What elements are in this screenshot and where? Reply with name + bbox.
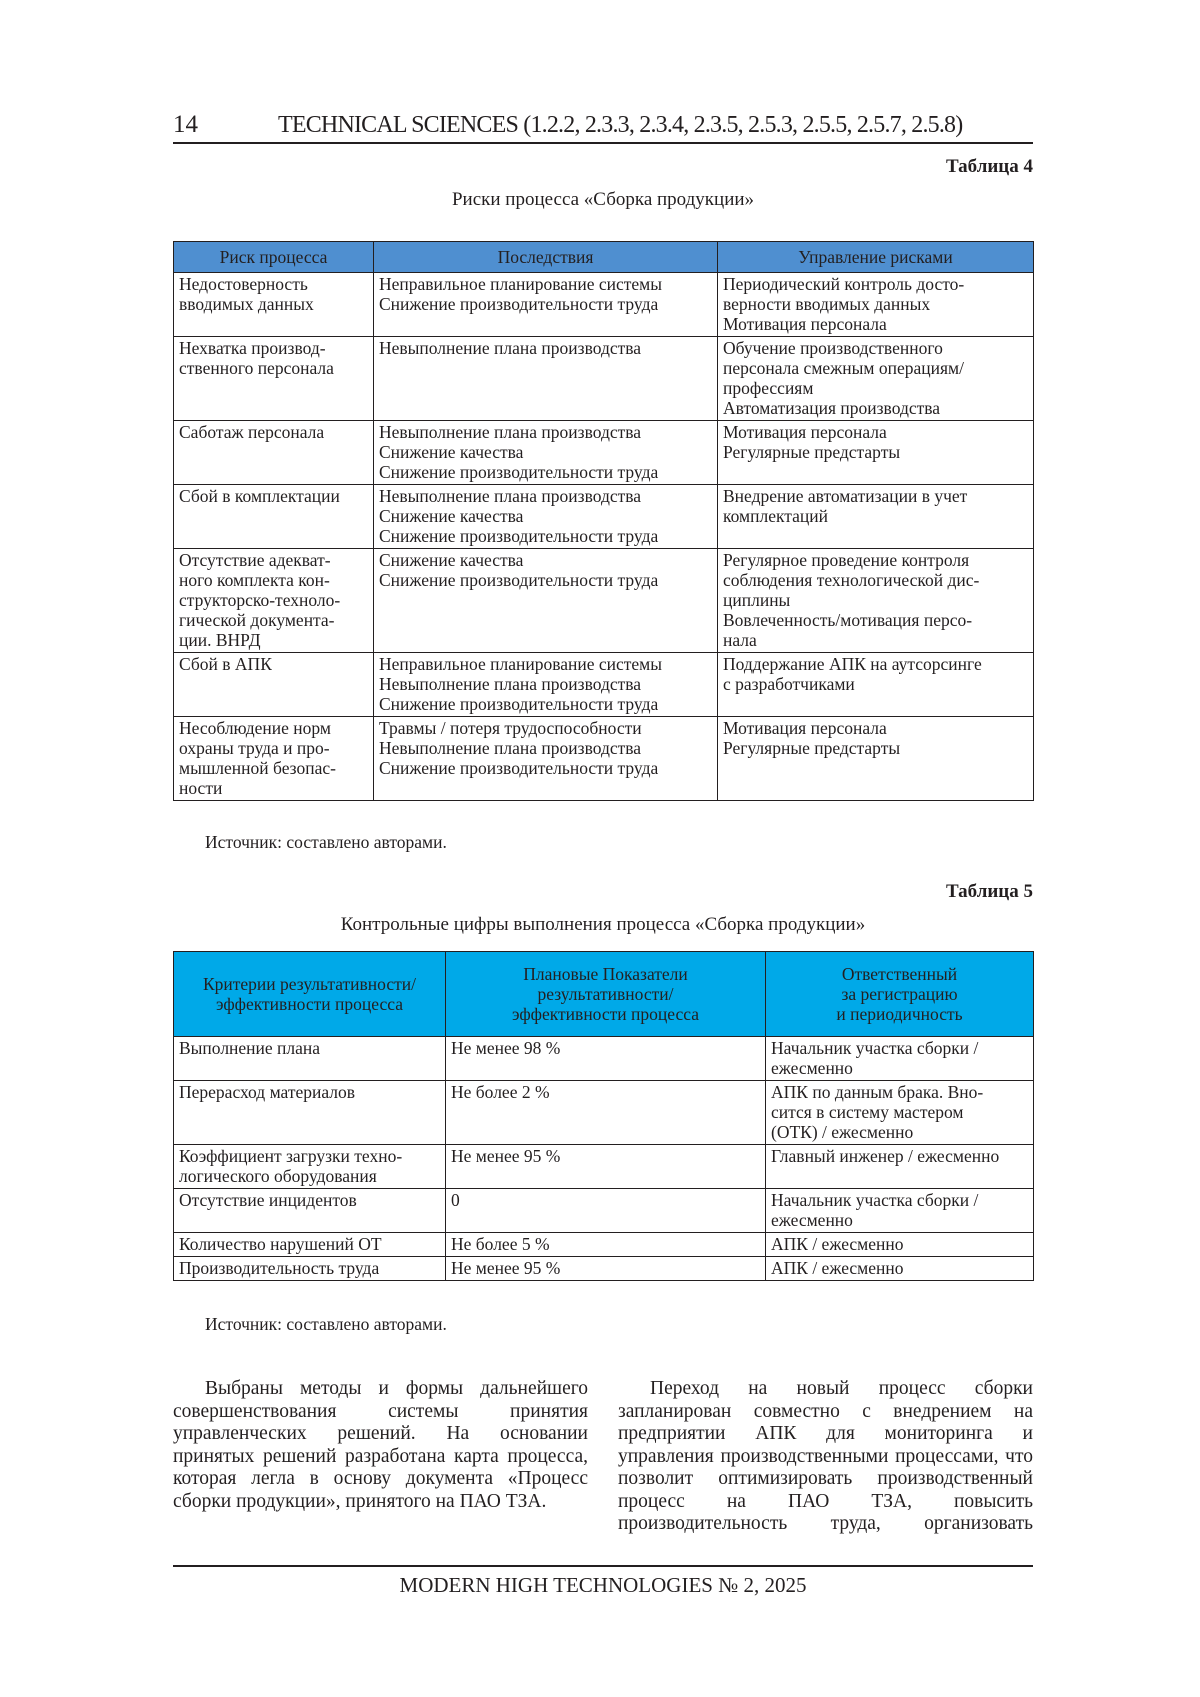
cell-line: Ответственный bbox=[771, 964, 1028, 984]
cell-line: Саботаж персонала bbox=[179, 422, 368, 442]
cell-line: ежесменно bbox=[771, 1210, 1028, 1230]
consequences-cell bbox=[374, 273, 718, 337]
table4-caption: Риски процесса «Сборка продукции» bbox=[173, 189, 1033, 211]
management-cell bbox=[718, 273, 1034, 337]
management-cell bbox=[718, 421, 1034, 485]
cell-line: Отсутствие инцидентов bbox=[179, 1190, 440, 1210]
risk-cell bbox=[174, 717, 374, 801]
cell-line: Коэффициент загрузки техно- bbox=[179, 1146, 440, 1166]
responsible-cell bbox=[766, 1145, 1034, 1189]
cell-line: Снижение качества bbox=[379, 506, 712, 526]
cell-line: Неправильное планирование системы bbox=[379, 274, 712, 294]
responsible-cell bbox=[766, 1081, 1034, 1145]
table-row bbox=[174, 653, 1034, 717]
cell-line: и периодичность bbox=[771, 1004, 1028, 1024]
table-row bbox=[174, 1145, 1034, 1189]
cell-line: Невыполнение плана производства bbox=[379, 674, 712, 694]
table-row bbox=[174, 549, 1034, 653]
cell-line: (ОТК) / ежесменно bbox=[771, 1122, 1028, 1142]
cell-line: вводимых данных bbox=[179, 294, 368, 314]
target-cell: Не менее 95 % bbox=[446, 1145, 766, 1189]
criterion-cell bbox=[174, 1081, 446, 1145]
table-row bbox=[174, 1037, 1034, 1081]
cell-line: с разработчиками bbox=[723, 674, 1028, 694]
criterion-cell bbox=[174, 1233, 446, 1257]
cell-line: Начальник участка сборки / bbox=[771, 1038, 1028, 1058]
responsible-cell bbox=[766, 1257, 1034, 1281]
criterion-cell bbox=[174, 1037, 446, 1081]
cell-line: Сбой в комплектации bbox=[179, 486, 368, 506]
cell-line: АПК по данным брака. Вно- bbox=[771, 1082, 1028, 1102]
body-column-right bbox=[618, 1378, 1033, 1536]
cell-line: Количество нарушений ОТ bbox=[179, 1234, 440, 1254]
cell-line: Плановые Показатели bbox=[451, 964, 760, 984]
cell-line: Снижение производительности труда bbox=[379, 462, 712, 482]
table-row bbox=[174, 1081, 1034, 1145]
control-figures-table bbox=[173, 951, 1034, 1281]
criterion-cell bbox=[174, 1257, 446, 1281]
column-header: Последствия bbox=[374, 242, 718, 273]
cell-line: Обучение производственного bbox=[723, 338, 1028, 358]
body-paragraph: Переход на новый процесс сборки запланирован совместно с внедрением на предприятии АПК для мониторинга и управления производственными процессами, что позволит оптимизировать производственный процесс на ПАО ТЗА, повысить производительность труда, организовать bbox=[618, 1378, 1033, 1536]
table-row bbox=[174, 273, 1034, 337]
cell-line: Снижение качества bbox=[379, 442, 712, 462]
cell-line: Травмы / потеря трудоспособности bbox=[379, 718, 712, 738]
cell-line: Производительность труда bbox=[179, 1258, 440, 1278]
cell-line: ного комплекта кон- bbox=[179, 570, 368, 590]
table5-caption: Контрольные цифры выполнения процесса «Сборка продукции» bbox=[173, 914, 1033, 936]
cell-line: Невыполнение плана производства bbox=[379, 486, 712, 506]
cell-line: Снижение производительности труда bbox=[379, 526, 712, 546]
cell-line: Мотивация персонала bbox=[723, 422, 1028, 442]
cell-line: охраны труда и про- bbox=[179, 738, 368, 758]
management-cell bbox=[718, 549, 1034, 653]
table-row bbox=[174, 1189, 1034, 1233]
cell-line: Критерии результативности/ bbox=[179, 974, 440, 994]
body-column-left bbox=[173, 1378, 588, 1513]
consequences-cell bbox=[374, 485, 718, 549]
cell-line: Снижение производительности труда bbox=[379, 758, 712, 778]
cell-line: Снижение качества bbox=[379, 550, 712, 570]
risk-cell bbox=[174, 653, 374, 717]
page-number: 14 bbox=[173, 108, 198, 142]
risk-cell bbox=[174, 549, 374, 653]
risk-table bbox=[173, 241, 1034, 801]
risk-cell bbox=[174, 273, 374, 337]
management-cell bbox=[718, 653, 1034, 717]
cell-line: Регулярные предстарты bbox=[723, 442, 1028, 462]
target-cell: Не менее 95 % bbox=[446, 1257, 766, 1281]
consequences-cell bbox=[374, 549, 718, 653]
cell-line: АПК / ежесменно bbox=[771, 1258, 1028, 1278]
target-cell: Не менее 98 % bbox=[446, 1037, 766, 1081]
cell-line: Регулярные предстарты bbox=[723, 738, 1028, 758]
criterion-cell bbox=[174, 1189, 446, 1233]
column-header: Риск процесса bbox=[174, 242, 374, 273]
cell-line: Внедрение автоматизации в учет bbox=[723, 486, 1028, 506]
management-cell bbox=[718, 337, 1034, 421]
cell-line: Регулярное проведение контроля bbox=[723, 550, 1028, 570]
cell-line: Снижение производительности труда bbox=[379, 570, 712, 590]
table4-source-note: Источник: составлено авторами. bbox=[205, 832, 447, 853]
column-header bbox=[766, 952, 1034, 1037]
table5-source-note: Источник: составлено авторами. bbox=[205, 1314, 447, 1335]
cell-line: Сбой в АПК bbox=[179, 654, 368, 674]
risk-cell bbox=[174, 485, 374, 549]
cell-line: циплины bbox=[723, 590, 1028, 610]
cell-line: Периодический контроль досто- bbox=[723, 274, 1028, 294]
cell-line: Мотивация персонала bbox=[723, 718, 1028, 738]
table-header-row bbox=[174, 952, 1034, 1037]
cell-line: Главный инженер / ежесменно bbox=[771, 1146, 1028, 1166]
cell-line: Начальник участка сборки / bbox=[771, 1190, 1028, 1210]
criterion-cell bbox=[174, 1145, 446, 1189]
table-row bbox=[174, 337, 1034, 421]
cell-line: мышленной безопас- bbox=[179, 758, 368, 778]
cell-line: Невыполнение плана производства bbox=[379, 338, 712, 358]
cell-line: эффективности процесса bbox=[451, 1004, 760, 1024]
table-row bbox=[174, 485, 1034, 549]
cell-line: Невыполнение плана производства bbox=[379, 422, 712, 442]
cell-line: Перерасход материалов bbox=[179, 1082, 440, 1102]
consequences-cell bbox=[374, 337, 718, 421]
cell-line: Невыполнение плана производства bbox=[379, 738, 712, 758]
running-head bbox=[173, 108, 1033, 144]
cell-line: Выполнение плана bbox=[179, 1038, 440, 1058]
cell-line: эффективности процесса bbox=[179, 994, 440, 1014]
cell-line: Автоматизация производства bbox=[723, 398, 1028, 418]
cell-line: Недостоверность bbox=[179, 274, 368, 294]
cell-line: ежесменно bbox=[771, 1058, 1028, 1078]
cell-line: ности bbox=[179, 778, 368, 798]
table-row bbox=[174, 1233, 1034, 1257]
table4-label: Таблица 4 bbox=[946, 156, 1033, 178]
cell-line: АПК / ежесменно bbox=[771, 1234, 1028, 1254]
target-cell: 0 bbox=[446, 1189, 766, 1233]
column-header bbox=[446, 952, 766, 1037]
cell-line: Неправильное планирование системы bbox=[379, 654, 712, 674]
cell-line: Снижение производительности труда bbox=[379, 294, 712, 314]
cell-line: сится в систему мастером bbox=[771, 1102, 1028, 1122]
risk-cell bbox=[174, 421, 374, 485]
cell-line: Поддержание АПК на аутсорсинге bbox=[723, 654, 1028, 674]
cell-line: комплектаций bbox=[723, 506, 1028, 526]
consequences-cell bbox=[374, 717, 718, 801]
column-header bbox=[174, 952, 446, 1037]
cell-line: верности вводимых данных bbox=[723, 294, 1028, 314]
body-paragraph: Выбраны методы и формы дальнейшего совершенствования системы принятия управленческих решений. На основании принятых решений разработана карта процесса, которая легла в основу документа «Процесс сборки продукции», принятого на ПАО ТЗА. bbox=[173, 1378, 588, 1513]
cell-line: ственного персонала bbox=[179, 358, 368, 378]
cell-line: Снижение производительности труда bbox=[379, 694, 712, 714]
cell-line: результативности/ bbox=[451, 984, 760, 1004]
management-cell bbox=[718, 485, 1034, 549]
responsible-cell bbox=[766, 1037, 1034, 1081]
cell-line: Мотивация персонала bbox=[723, 314, 1028, 334]
cell-line: персонала смежным операциям/ bbox=[723, 358, 1028, 378]
journal-section-title: TECHNICAL SCIENCES (1.2.2, 2.3.3, 2.3.4, 2.3.5, 2.5.3, 2.5.5, 2.5.7, 2.5.8) bbox=[278, 108, 962, 142]
journal-footer: MODERN HIGH TECHNOLOGIES № 2, 2025 bbox=[173, 1565, 1033, 1598]
consequences-cell bbox=[374, 421, 718, 485]
cell-line: профессиям bbox=[723, 378, 1028, 398]
table5-label: Таблица 5 bbox=[946, 881, 1033, 903]
cell-line: за регистрацию bbox=[771, 984, 1028, 1004]
responsible-cell bbox=[766, 1189, 1034, 1233]
consequences-cell bbox=[374, 653, 718, 717]
table-row bbox=[174, 1257, 1034, 1281]
table-row bbox=[174, 717, 1034, 801]
cell-line: Несоблюдение норм bbox=[179, 718, 368, 738]
cell-line: структорско-техноло- bbox=[179, 590, 368, 610]
cell-line: соблюдения технологической дис- bbox=[723, 570, 1028, 590]
cell-line: Вовлеченность/мотивация персо- bbox=[723, 610, 1028, 630]
table-row bbox=[174, 421, 1034, 485]
management-cell bbox=[718, 717, 1034, 801]
cell-line: гической документа- bbox=[179, 610, 368, 630]
risk-cell bbox=[174, 337, 374, 421]
target-cell: Не более 5 % bbox=[446, 1233, 766, 1257]
target-cell: Не более 2 % bbox=[446, 1081, 766, 1145]
responsible-cell bbox=[766, 1233, 1034, 1257]
cell-line: нала bbox=[723, 630, 1028, 650]
cell-line: Нехватка производ- bbox=[179, 338, 368, 358]
cell-line: Отсутствие адекват- bbox=[179, 550, 368, 570]
cell-line: логического оборудования bbox=[179, 1166, 440, 1186]
column-header: Управление рисками bbox=[718, 242, 1034, 273]
table-header-row bbox=[174, 242, 1034, 273]
cell-line: ции. ВНРД bbox=[179, 630, 368, 650]
